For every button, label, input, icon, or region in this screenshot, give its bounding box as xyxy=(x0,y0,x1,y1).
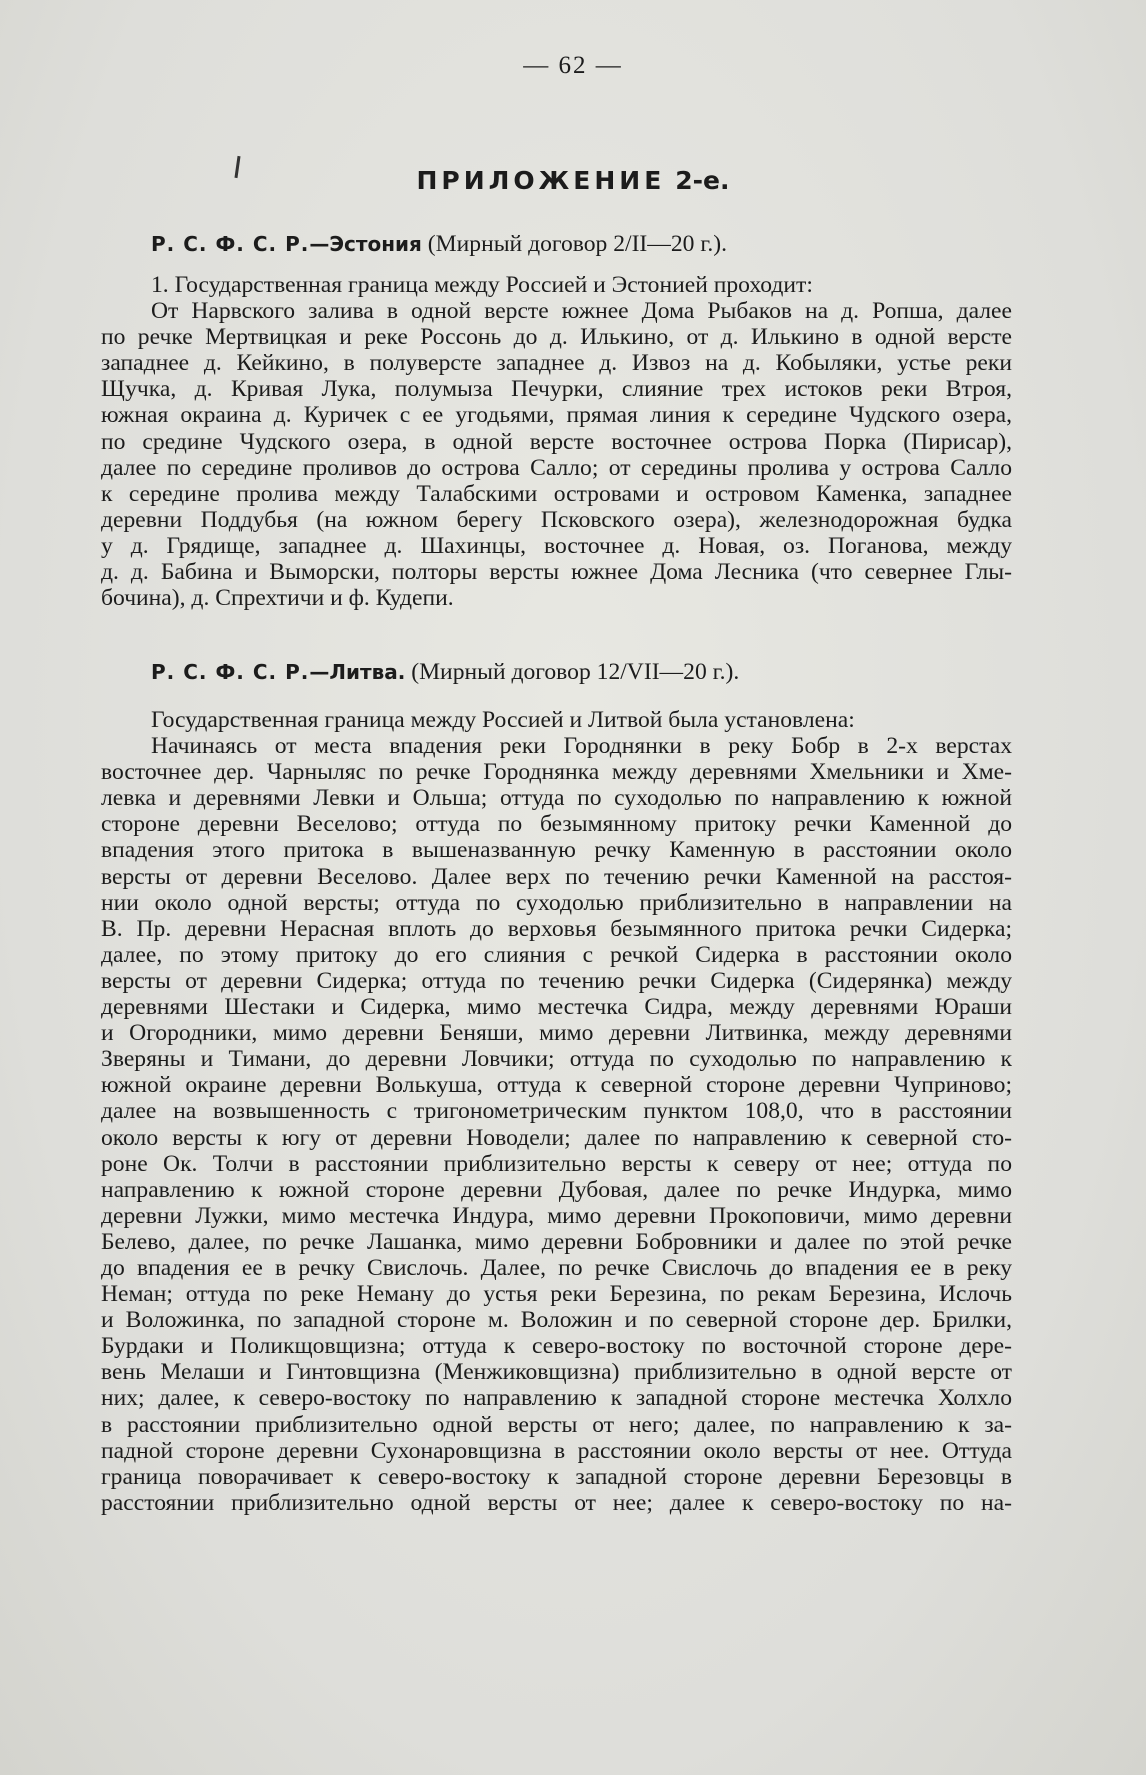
text-line: у д. Грядище, западнее д. Шахинцы, восточнее д. Новая, оз. Поганова, между xyxy=(101,532,1012,559)
text-line: Начинаясь от места впадения реки Городнянки в реку Бобр в 2-х верстах xyxy=(151,733,1012,760)
section-heading-estonia xyxy=(151,230,727,258)
text-line: до впадения ее в речку Свислочь. Далее, по речке Свислочь до впадения ее в реку xyxy=(101,1254,1012,1281)
text-line: версты от деревни Веселово. Далее верх по течению речки Каменной на расстоя- xyxy=(101,863,1012,890)
heading-country: —Литва. xyxy=(309,660,406,684)
text-line: впадения этого притока в вышеназванную речку Каменную в расстоянии около xyxy=(101,837,1012,864)
heading-state: Р. С. Ф. С. Р. xyxy=(151,232,310,256)
text-line: в расстоянии приблизительно одной версты от него; далее, по направлению к за- xyxy=(101,1411,1012,1438)
text-line: Зверяны и Тимани, до деревни Ловчики; оттуда по суходолью по направлению к xyxy=(101,1046,1012,1073)
text-line: д. д. Бабина и Выморски, полторы версты южнее Дома Лесника (что севернее Глы- xyxy=(101,559,1012,586)
heading-country: —Эстония xyxy=(309,232,422,256)
section-heading-lithuania xyxy=(151,658,739,686)
section-body-lithuania xyxy=(101,707,1012,1516)
heading-state: Р. С. Ф. С. Р. xyxy=(151,660,310,684)
text-line: южной окраине деревни Волькуша, оттуда к северной стороне деревни Чуприново; xyxy=(101,1072,1012,1099)
text-line: Бурдаки и Поликщовщизна; оттуда к северо-востоку по восточной стороне дере- xyxy=(101,1333,1012,1360)
text-line: роне Ок. Толчи в расстоянии приблизительно версты к северу от нее; оттуда по xyxy=(101,1150,1012,1177)
text-line: направлению к южной стороне деревни Дубовая, далее по речке Индурка, мимо xyxy=(101,1176,1012,1203)
text-line: граница поворачивает к северо-востоку к западной стороне деревни Березовцы в xyxy=(101,1463,1012,1490)
text-line: Государственная граница между Россией и Литвой была установлена: xyxy=(151,707,855,733)
text-line: В. Пр. деревни Нерасная вплоть до верховья безымянного притока речки Сидерка; xyxy=(101,915,1012,942)
text-line: деревнями Шестаки и Сидерка, мимо местечка Сидра, между деревнями Юраши xyxy=(101,994,1012,1021)
text-line: падной стороне деревни Сухонаровщизна в расстоянии около версты от нее. Оттуда xyxy=(101,1437,1012,1464)
appendix-title-text: ПРИЛОЖЕНИЕ xyxy=(416,166,666,195)
text-line: деревни Лужки, мимо местечка Индура, мимо деревни Прокоповичи, мимо деревни xyxy=(101,1202,1012,1229)
text-line: деревни Поддубья (на южном берегу Псковского озера), железнодорожная будка xyxy=(101,506,1012,533)
appendix-title-suffix: 2-е. xyxy=(675,166,730,195)
text-line: по речке Мертвицкая и реке Россонь до д. Илькино, от д. Илькино в одной версте xyxy=(101,324,1012,351)
text-line: далее по середине проливов до острова Салло; от середины пролива у острова Салло xyxy=(101,454,1012,481)
text-line: и Воложинка, по западной стороне м. Воложин и по северной стороне дер. Брилки, xyxy=(101,1307,1012,1334)
heading-treaty: (Мирный договор 12/VII—20 г.). xyxy=(405,659,740,685)
appendix-title xyxy=(0,166,1146,195)
text-line: стороне деревни Веселово; оттуда по безымянному притоку речки Каменной до xyxy=(101,811,1012,838)
text-line: 1. Государственная граница между Россией и Эстонией проходит: xyxy=(151,272,813,298)
text-line: по средине Чудского озера, в одной версте восточнее острова Порка (Пирисар), xyxy=(101,428,1012,455)
text-line: Щучка, д. Кривая Лука, полумыза Печурки, слияние трех истоков реки Втроя, xyxy=(101,376,1012,403)
text-line: около версты к югу от деревни Новодели; далее по направлению к северной сто- xyxy=(101,1124,1012,1151)
text-line: расстоянии приблизительно одной версты от нее; далее к северо-востоку по на- xyxy=(101,1489,1012,1516)
section-body-estonia xyxy=(101,272,1012,611)
text-line: бочина), д. Спрехтичи и ф. Кудепи. xyxy=(101,585,454,612)
text-line: нии около одной версты; оттуда по суходолью приблизительно в направлении на xyxy=(101,889,1012,916)
text-line: далее на возвышенность с тригонометрическим пунктом 108,0, что в расстоянии xyxy=(101,1098,1012,1125)
heading-treaty: (Мирный договор 2/II—20 г.). xyxy=(421,231,728,257)
text-line: них; далее, к северо-востоку по направлению к западной стороне местечка Холхло xyxy=(101,1385,1012,1412)
text-line: и Огородники, мимо деревни Беняши, мимо деревни Литвинка, между деревнями xyxy=(101,1020,1012,1047)
text-line: левка и деревнями Левки и Ольша; оттуда по суходолью по направлению к южной xyxy=(101,785,1012,812)
text-line: западнее д. Кейкино, в полуверсте западнее д. Извоз на д. Кобыляки, устье реки xyxy=(101,350,1012,377)
text-line: версты от деревни Сидерка; оттуда по течению речки Сидерка (Сидерянка) между xyxy=(101,967,1012,994)
text-line: восточнее дер. Чарныляс по речке Городнянка между деревнями Хмельники и Хме- xyxy=(101,759,1012,786)
text-line: вень Мелаши и Гинтовщизна (Менжиковщизна) приблизительно в одной версте от xyxy=(101,1359,1012,1386)
text-line: далее, по этому притоку до его слияния с речкой Сидерка в расстоянии около xyxy=(101,941,1012,968)
text-line: южная окраина д. Куричек с ее угодьями, прямая линия к середине Чудского озера, xyxy=(101,402,1012,429)
text-line: Неман; оттуда по реке Неману до устья реки Березина, по рекам Березина, Ислочь xyxy=(101,1281,1012,1308)
page-number: — 62 — xyxy=(523,52,623,79)
text-line: Белево, далее, по речке Лашанка, мимо деревни Бобровники и далее по этой речке xyxy=(101,1228,1012,1255)
text-line: От Нарвского залива в одной версте южнее Дома Рыбаков на д. Ропша, далее xyxy=(151,298,1012,325)
text-line: к середине пролива между Талабскими островами и островом Каменка, западнее xyxy=(101,480,1012,507)
